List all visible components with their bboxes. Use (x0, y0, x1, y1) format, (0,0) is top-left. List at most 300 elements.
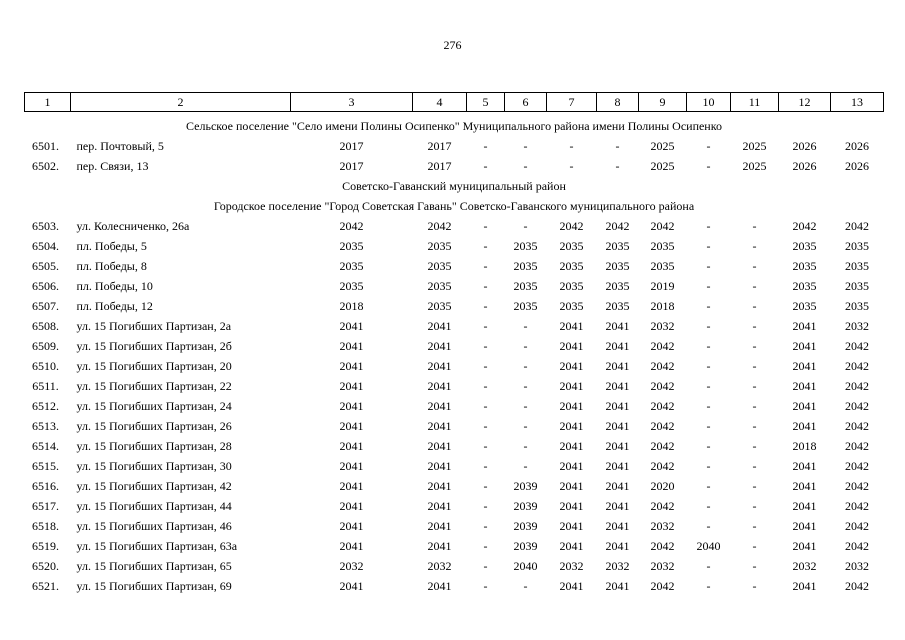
year-cell-col-3: 2041 (339, 398, 364, 413)
year-cell-col-5: - (483, 298, 488, 313)
year-cell-col-9: 2042 (650, 438, 675, 453)
year-cell-col-7: - (569, 158, 574, 173)
year-cell-col-13: 2042 (845, 338, 869, 353)
year-cell-col-10: - (706, 458, 711, 473)
year-cell-col-3: 2041 (339, 478, 364, 493)
header-row (25, 93, 884, 112)
row-number: 6516. (32, 478, 59, 493)
year-cell-col-9: 2042 (650, 458, 675, 473)
year-cell-col-8: 2035 (605, 278, 630, 293)
year-cell-col-5: - (483, 498, 488, 513)
year-cell-col-9: 2020 (650, 478, 675, 493)
year-cell-col-9: 2042 (650, 538, 675, 553)
row-number: 6514. (32, 438, 59, 453)
section-heading-row (25, 116, 884, 136)
year-cell-col-7: - (569, 138, 574, 153)
year-cell-col-12: 2041 (792, 418, 817, 433)
address-cell: ул. Колесниченко, 26а (76, 218, 190, 233)
year-cell-col-6: 2035 (513, 278, 538, 293)
row-number: 6501. (32, 138, 59, 153)
year-cell-col-9: 2032 (650, 558, 675, 573)
year-cell-col-7: 2041 (559, 538, 584, 553)
year-cell-col-4: 2041 (427, 478, 452, 493)
year-cell-col-11: - (752, 278, 757, 293)
year-cell-col-13: 2032 (845, 318, 869, 333)
table-row (25, 496, 884, 516)
column-header-6: 6 (505, 93, 547, 112)
year-cell-col-5: - (483, 418, 488, 433)
table-row (25, 336, 884, 356)
year-cell-col-7: 2035 (559, 298, 584, 313)
year-cell-col-13: 2042 (845, 378, 869, 393)
year-cell-col-10: - (706, 518, 711, 533)
year-cell-col-12: 2041 (792, 518, 817, 533)
year-cell-col-12: 2035 (792, 278, 817, 293)
year-cell-col-5: - (483, 278, 488, 293)
row-number: 6521. (32, 578, 59, 593)
row-number: 6512. (32, 398, 59, 413)
address-cell: пл. Победы, 10 (76, 278, 153, 293)
year-cell-col-13: 2042 (845, 398, 869, 413)
year-cell-col-8: 2041 (605, 478, 630, 493)
year-cell-col-8: 2041 (605, 338, 630, 353)
year-cell-col-10: - (706, 298, 711, 313)
column-header-5: 5 (467, 93, 505, 112)
row-number: 6507. (32, 298, 59, 313)
year-cell-col-12: 2041 (792, 398, 817, 413)
address-cell: пл. Победы, 5 (76, 238, 147, 253)
year-cell-col-6: - (523, 398, 528, 413)
year-cell-col-12: 2032 (792, 558, 817, 573)
table-row (25, 416, 884, 436)
table-row (25, 236, 884, 256)
year-cell-col-3: 2041 (339, 338, 364, 353)
year-cell-col-5: - (483, 338, 488, 353)
year-cell-col-7: 2041 (559, 398, 584, 413)
year-cell-col-3: 2041 (339, 318, 364, 333)
year-cell-col-9: 2042 (650, 358, 675, 373)
year-cell-col-9: 2042 (650, 338, 675, 353)
year-cell-col-10: - (706, 318, 711, 333)
year-cell-col-4: 2035 (427, 258, 452, 273)
address-cell: ул. 15 Погибших Партизан, 44 (76, 498, 232, 513)
column-header-12: 12 (779, 93, 831, 112)
year-cell-col-13: 2035 (845, 258, 869, 273)
year-cell-col-6: - (523, 378, 528, 393)
table-row (25, 276, 884, 296)
year-cell-col-8: 2041 (605, 318, 630, 333)
year-cell-col-13: 2042 (845, 518, 869, 533)
year-cell-col-6: - (523, 578, 528, 593)
year-cell-col-3: 2035 (339, 238, 364, 253)
year-cell-col-7: 2041 (559, 418, 584, 433)
table-row (25, 156, 884, 176)
year-cell-col-13: 2042 (845, 218, 869, 233)
year-cell-col-4: 2035 (427, 298, 452, 313)
year-cell-col-13: 2032 (845, 558, 869, 573)
column-header-8: 8 (597, 93, 639, 112)
address-cell: ул. 15 Погибших Партизан, 24 (76, 398, 232, 413)
year-cell-col-7: 2041 (559, 338, 584, 353)
year-cell-col-11: - (752, 578, 757, 593)
address-cell: ул. 15 Погибших Партизан, 2б (76, 338, 232, 353)
table-body (25, 112, 884, 597)
year-cell-col-8: - (615, 138, 620, 153)
section-heading: Сельское поселение "Село имени Полины Осипенко" Муниципального района имени Полины Осипенко (186, 118, 722, 133)
year-cell-col-5: - (483, 258, 488, 273)
year-cell-col-4: 2041 (427, 398, 452, 413)
year-cell-col-10: - (706, 278, 711, 293)
row-number: 6508. (32, 318, 59, 333)
column-header-10: 10 (687, 93, 731, 112)
year-cell-col-7: 2035 (559, 238, 584, 253)
year-cell-col-9: 2042 (650, 378, 675, 393)
year-cell-col-6: - (523, 418, 528, 433)
year-cell-col-12: 2041 (792, 358, 817, 373)
table-row (25, 556, 884, 576)
year-cell-col-8: - (615, 158, 620, 173)
column-header-3: 3 (291, 93, 413, 112)
year-cell-col-9: 2042 (650, 578, 675, 593)
year-cell-col-12: 2041 (792, 378, 817, 393)
address-cell: ул. 15 Погибших Партизан, 65 (76, 558, 232, 573)
year-cell-col-10: - (706, 438, 711, 453)
year-cell-col-12: 2041 (792, 578, 817, 593)
year-cell-col-5: - (483, 318, 488, 333)
table-row (25, 136, 884, 156)
year-cell-col-5: - (483, 218, 488, 233)
year-cell-col-10: - (706, 158, 711, 173)
year-cell-col-8: 2041 (605, 398, 630, 413)
year-cell-col-7: 2041 (559, 358, 584, 373)
table-row (25, 456, 884, 476)
year-cell-col-13: 2035 (845, 278, 869, 293)
year-cell-col-13: 2042 (845, 478, 869, 493)
year-cell-col-7: 2041 (559, 478, 584, 493)
year-cell-col-10: - (706, 258, 711, 273)
year-cell-col-8: 2041 (605, 358, 630, 373)
address-cell: пер. Связи, 13 (76, 158, 149, 173)
year-cell-col-7: 2041 (559, 578, 584, 593)
column-header-11: 11 (731, 93, 779, 112)
year-cell-col-13: 2042 (845, 438, 869, 453)
section-heading-row (25, 176, 884, 196)
year-cell-col-6: - (523, 338, 528, 353)
column-header-13: 13 (831, 93, 884, 112)
year-cell-col-7: 2041 (559, 318, 584, 333)
year-cell-col-11: - (752, 478, 757, 493)
year-cell-col-12: 2041 (792, 538, 817, 553)
year-cell-col-9: 2042 (650, 498, 675, 513)
year-cell-col-11: - (752, 438, 757, 453)
year-cell-col-4: 2035 (427, 238, 452, 253)
year-cell-col-7: 2035 (559, 278, 584, 293)
year-cell-col-11: - (752, 218, 757, 233)
year-cell-col-4: 2041 (427, 518, 452, 533)
year-cell-col-9: 2025 (650, 158, 675, 173)
year-cell-col-8: 2035 (605, 238, 630, 253)
year-cell-col-3: 2041 (339, 458, 364, 473)
year-cell-col-4: 2041 (427, 318, 452, 333)
year-cell-col-8: 2041 (605, 458, 630, 473)
year-cell-col-8: 2032 (605, 558, 630, 573)
year-cell-col-12: 2042 (792, 218, 817, 233)
year-cell-col-6: - (523, 458, 528, 473)
year-cell-col-10: - (706, 398, 711, 413)
year-cell-col-8: 2041 (605, 518, 630, 533)
year-cell-col-12: 2035 (792, 298, 817, 313)
year-cell-col-9: 2025 (650, 138, 675, 153)
table-row (25, 256, 884, 276)
table-row (25, 516, 884, 536)
year-cell-col-4: 2041 (427, 538, 452, 553)
year-cell-col-6: 2039 (513, 498, 538, 513)
year-cell-col-8: 2035 (605, 298, 630, 313)
year-cell-col-8: 2041 (605, 438, 630, 453)
year-cell-col-10: - (706, 218, 711, 233)
year-cell-col-9: 2032 (650, 518, 675, 533)
year-cell-col-6: - (523, 438, 528, 453)
address-cell: пл. Победы, 12 (76, 298, 153, 313)
table-row (25, 356, 884, 376)
table-row (25, 376, 884, 396)
year-cell-col-11: - (752, 458, 757, 473)
year-cell-col-13: 2035 (845, 238, 869, 253)
year-cell-col-11: - (752, 358, 757, 373)
year-cell-col-10: 2040 (696, 538, 721, 553)
year-cell-col-3: 2035 (339, 278, 364, 293)
address-cell: ул. 15 Погибших Партизан, 28 (76, 438, 232, 453)
year-cell-col-8: 2041 (605, 538, 630, 553)
address-cell: пер. Почтовый, 5 (76, 138, 164, 153)
year-cell-col-11: - (752, 378, 757, 393)
year-cell-col-4: 2041 (427, 498, 452, 513)
year-cell-col-4: 2041 (427, 578, 452, 593)
row-number: 6513. (32, 418, 59, 433)
year-cell-col-4: 2041 (427, 378, 452, 393)
year-cell-col-9: 2042 (650, 418, 675, 433)
section-heading-row (25, 196, 884, 216)
year-cell-col-10: - (706, 498, 711, 513)
year-cell-col-5: - (483, 458, 488, 473)
year-cell-col-10: - (706, 378, 711, 393)
year-cell-col-11: - (752, 518, 757, 533)
row-number: 6503. (32, 218, 59, 233)
year-cell-col-9: 2019 (650, 278, 675, 293)
year-cell-col-10: - (706, 578, 711, 593)
year-cell-col-12: 2026 (792, 158, 817, 173)
year-cell-col-13: 2026 (845, 138, 869, 153)
year-cell-col-6: - (523, 138, 528, 153)
year-cell-col-5: - (483, 138, 488, 153)
section-heading: Городское поселение "Город Советская Гавань" Советско-Гаванского муниципального района (213, 198, 695, 213)
year-cell-col-11: - (752, 318, 757, 333)
year-cell-col-4: 2017 (427, 158, 452, 173)
year-cell-col-4: 2042 (427, 218, 452, 233)
year-cell-col-5: - (483, 358, 488, 373)
row-number: 6510. (32, 358, 59, 373)
year-cell-col-5: - (483, 558, 488, 573)
row-number: 6509. (32, 338, 59, 353)
row-number: 6520. (32, 558, 59, 573)
year-cell-col-7: 2041 (559, 518, 584, 533)
year-cell-col-6: - (523, 318, 528, 333)
year-cell-col-9: 2042 (650, 398, 675, 413)
year-cell-col-7: 2035 (559, 258, 584, 273)
table-row (25, 436, 884, 456)
year-cell-col-12: 2035 (792, 238, 817, 253)
row-number: 6517. (32, 498, 59, 513)
table-row (25, 316, 884, 336)
year-cell-col-10: - (706, 238, 711, 253)
year-cell-col-11: - (752, 418, 757, 433)
year-cell-col-4: 2041 (427, 418, 452, 433)
year-cell-col-8: 2041 (605, 418, 630, 433)
year-cell-col-10: - (706, 558, 711, 573)
page-number: 276 (443, 38, 462, 52)
year-cell-col-10: - (706, 418, 711, 433)
year-cell-col-12: 2041 (792, 478, 817, 493)
year-cell-col-6: 2040 (513, 558, 538, 573)
section-heading: Советско-Гаванский муниципальный район (342, 178, 566, 193)
year-cell-col-3: 2017 (339, 158, 364, 173)
year-cell-col-5: - (483, 158, 488, 173)
year-cell-col-10: - (706, 478, 711, 493)
year-cell-col-3: 2041 (339, 578, 364, 593)
row-number: 6504. (32, 238, 59, 253)
year-cell-col-6: 2039 (513, 538, 538, 553)
row-number: 6506. (32, 278, 59, 293)
year-cell-col-13: 2042 (845, 538, 869, 553)
year-cell-col-13: 2042 (845, 358, 869, 373)
address-cell: ул. 15 Погибших Партизан, 46 (76, 518, 232, 533)
year-cell-col-11: - (752, 338, 757, 353)
year-cell-col-12: 2035 (792, 258, 817, 273)
data-table (24, 92, 884, 596)
year-cell-col-8: 2041 (605, 378, 630, 393)
column-header-7: 7 (547, 93, 597, 112)
year-cell-col-12: 2041 (792, 458, 817, 473)
row-number: 6502. (32, 158, 59, 173)
year-cell-col-10: - (706, 358, 711, 373)
year-cell-col-10: - (706, 138, 711, 153)
table-row (25, 536, 884, 556)
year-cell-col-10: - (706, 338, 711, 353)
table-row (25, 476, 884, 496)
row-number: 6511. (32, 378, 59, 393)
year-cell-col-12: 2018 (792, 438, 817, 453)
column-header-1: 1 (25, 93, 71, 112)
year-cell-col-3: 2041 (339, 518, 364, 533)
year-cell-col-4: 2041 (427, 338, 452, 353)
year-cell-col-9: 2032 (650, 318, 675, 333)
year-cell-col-3: 2041 (339, 418, 364, 433)
address-cell: ул. 15 Погибших Партизан, 42 (76, 478, 232, 493)
year-cell-col-4: 2017 (427, 138, 452, 153)
address-cell: ул. 15 Погибших Партизан, 63а (76, 538, 238, 553)
address-cell: пл. Победы, 8 (76, 258, 147, 273)
table-row (25, 216, 884, 236)
column-header-9: 9 (639, 93, 687, 112)
year-cell-col-5: - (483, 378, 488, 393)
address-cell: ул. 15 Погибших Партизан, 22 (76, 378, 232, 393)
year-cell-col-12: 2041 (792, 498, 817, 513)
year-cell-col-13: 2042 (845, 498, 869, 513)
year-cell-col-3: 2041 (339, 358, 364, 373)
column-header-4: 4 (413, 93, 467, 112)
year-cell-col-6: - (523, 358, 528, 373)
year-cell-col-7: 2042 (559, 218, 584, 233)
address-cell: ул. 15 Погибших Партизан, 30 (76, 458, 232, 473)
year-cell-col-6: - (523, 218, 528, 233)
year-cell-col-3: 2041 (339, 378, 364, 393)
year-cell-col-4: 2041 (427, 438, 452, 453)
row-number: 6519. (32, 538, 59, 553)
year-cell-col-8: 2035 (605, 258, 630, 273)
address-cell: ул. 15 Погибших Партизан, 26 (76, 418, 232, 433)
year-cell-col-7: 2032 (559, 558, 584, 573)
address-cell: ул. 15 Погибших Партизан, 20 (76, 358, 232, 373)
year-cell-col-12: 2041 (792, 318, 817, 333)
year-cell-col-5: - (483, 578, 488, 593)
table-row (25, 576, 884, 596)
year-cell-col-11: 2025 (742, 138, 767, 153)
year-cell-col-11: - (752, 538, 757, 553)
year-cell-col-4: 2041 (427, 358, 452, 373)
table-row (25, 296, 884, 316)
year-cell-col-9: 2018 (650, 298, 675, 313)
year-cell-col-3: 2041 (339, 538, 364, 553)
year-cell-col-11: - (752, 558, 757, 573)
year-cell-col-5: - (483, 238, 488, 253)
column-header-2: 2 (71, 93, 291, 112)
year-cell-col-8: 2041 (605, 578, 630, 593)
year-cell-col-4: 2035 (427, 278, 452, 293)
year-cell-col-11: - (752, 298, 757, 313)
year-cell-col-5: - (483, 478, 488, 493)
year-cell-col-3: 2017 (339, 138, 364, 153)
row-number: 6515. (32, 458, 59, 473)
year-cell-col-3: 2032 (339, 558, 364, 573)
year-cell-col-11: - (752, 498, 757, 513)
year-cell-col-9: 2035 (650, 258, 675, 273)
year-cell-col-6: 2035 (513, 238, 538, 253)
year-cell-col-9: 2042 (650, 218, 675, 233)
table-row (25, 396, 884, 416)
year-cell-col-3: 2018 (339, 298, 364, 313)
address-cell: ул. 15 Погибших Партизан, 2а (76, 318, 232, 333)
year-cell-col-7: 2041 (559, 378, 584, 393)
year-cell-col-4: 2041 (427, 458, 452, 473)
year-cell-col-8: 2041 (605, 498, 630, 513)
year-cell-col-8: 2042 (605, 218, 630, 233)
year-cell-col-13: 2042 (845, 418, 869, 433)
row-number: 6518. (32, 518, 59, 533)
year-cell-col-9: 2035 (650, 238, 675, 253)
year-cell-col-11: - (752, 238, 757, 253)
row-number: 6505. (32, 258, 59, 273)
year-cell-col-4: 2032 (427, 558, 452, 573)
year-cell-col-11: - (752, 258, 757, 273)
year-cell-col-3: 2042 (339, 218, 364, 233)
address-cell: ул. 15 Погибших Партизан, 69 (76, 578, 232, 593)
year-cell-col-6: - (523, 158, 528, 173)
year-cell-col-6: 2039 (513, 478, 538, 493)
year-cell-col-12: 2026 (792, 138, 817, 153)
year-cell-col-7: 2041 (559, 458, 584, 473)
year-cell-col-13: 2026 (845, 158, 869, 173)
year-cell-col-7: 2041 (559, 438, 584, 453)
